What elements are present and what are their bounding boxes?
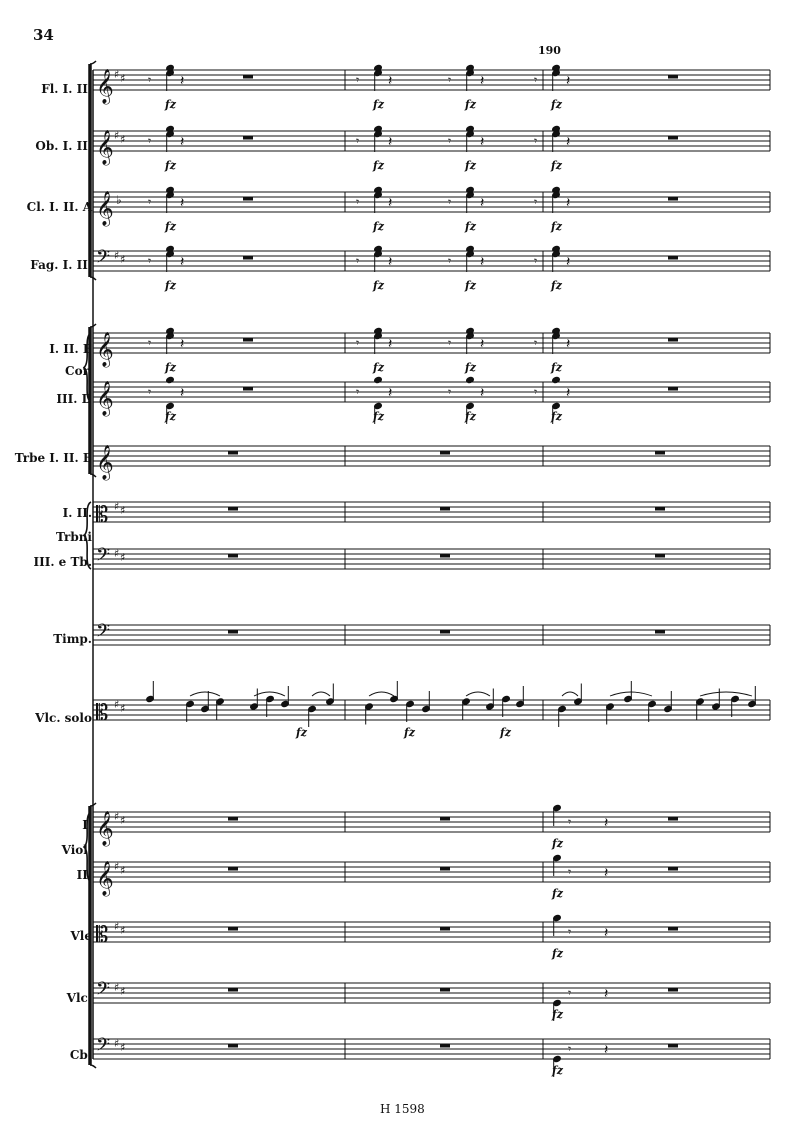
- quarter-rest-icon: 𝄽: [604, 925, 609, 941]
- plate-number: H 1598: [380, 1102, 425, 1116]
- sharp-icon: ♯: [114, 500, 120, 513]
- eighth-rest-icon: 𝄾: [148, 254, 152, 268]
- whole-rest: [655, 555, 665, 558]
- treble-clef-icon: 𝄞: [96, 811, 114, 846]
- dynamic-fz: fz: [373, 361, 384, 374]
- whole-rest: [668, 339, 678, 342]
- sharp-icon: ♯: [120, 551, 126, 564]
- label-bassoons: Fag. I. II.: [30, 258, 92, 272]
- dynamic-fz: fz: [373, 410, 384, 423]
- dynamic-fz: fz: [296, 726, 307, 739]
- label-horns-d: III. D: [56, 392, 92, 406]
- eighth-rest-icon: 𝄾: [448, 134, 452, 148]
- sharp-icon: ♯: [114, 981, 120, 994]
- treble-clef-icon: 𝄞: [96, 130, 114, 165]
- slur: [254, 692, 285, 696]
- whole-rest: [228, 508, 238, 511]
- whole-rest: [655, 631, 665, 634]
- quarter-rest-icon: 𝄽: [180, 254, 185, 270]
- chord-note: [466, 376, 475, 383]
- dynamic-fz: fz: [551, 220, 562, 233]
- bass-clef-icon: 𝄢: [96, 979, 111, 1004]
- sharp-icon: ♯: [114, 860, 120, 873]
- dynamic-fz: fz: [465, 98, 476, 111]
- whole-rest: [668, 198, 678, 201]
- label-trombones: Trbni: [55, 530, 92, 544]
- quarter-rest-icon: 𝄽: [388, 254, 393, 270]
- dynamic-fz: fz: [551, 410, 562, 423]
- dynamic-fz: fz: [165, 98, 176, 111]
- dynamic-fz: fz: [551, 98, 562, 111]
- quarter-rest-icon: 𝄽: [566, 385, 571, 401]
- label-trombones-12: I. II.: [62, 506, 92, 520]
- dynamic-fz: fz: [552, 887, 563, 900]
- treble-clef-icon: 𝄞: [96, 69, 114, 104]
- whole-rest: [243, 257, 253, 260]
- whole-rest: [243, 388, 253, 391]
- quarter-rest-icon: 𝄽: [566, 73, 571, 89]
- dynamic-fz: fz: [551, 279, 562, 292]
- dynamic-fz: fz: [465, 159, 476, 172]
- chord-note: [552, 376, 561, 383]
- quarter-rest-icon: 𝄽: [480, 254, 485, 270]
- whole-rest: [668, 928, 678, 931]
- eighth-rest-icon: 𝄾: [534, 134, 538, 148]
- sharp-icon: ♯: [120, 702, 126, 715]
- whole-rest: [668, 76, 678, 79]
- quarter-rest-icon: 𝄽: [566, 254, 571, 270]
- whole-rest: [668, 388, 678, 391]
- whole-rest: [440, 989, 450, 992]
- dynamic-fz: fz: [404, 726, 415, 739]
- sharp-icon: ♯: [120, 504, 126, 517]
- slur: [700, 692, 752, 696]
- chord-note: [166, 376, 175, 383]
- eighth-rest-icon: 𝄾: [568, 986, 572, 1000]
- eighth-rest-icon: 𝄾: [448, 336, 452, 350]
- quarter-rest-icon: 𝄽: [604, 815, 609, 831]
- dynamic-fz: fz: [551, 361, 562, 374]
- whole-rest: [668, 1045, 678, 1048]
- c-clef-icon: 𝄡: [96, 923, 109, 948]
- eighth-rest-icon: 𝄾: [148, 385, 152, 399]
- sharp-icon: ♯: [120, 1041, 126, 1054]
- treble-clef-icon: 𝄞: [96, 861, 114, 896]
- whole-rest: [228, 1045, 238, 1048]
- sharp-icon: ♯: [114, 547, 120, 560]
- quarter-rest-icon: 𝄽: [604, 865, 609, 881]
- quarter-rest-icon: 𝄽: [566, 134, 571, 150]
- dynamic-fz: fz: [165, 159, 176, 172]
- dynamic-fz: fz: [500, 726, 511, 739]
- quarter-rest-icon: 𝄽: [480, 134, 485, 150]
- label-clarinets: Cl. I. II. A: [26, 200, 92, 214]
- bass-clef-icon: 𝄢: [96, 1035, 111, 1060]
- sharp-icon: ♯: [114, 698, 120, 711]
- eighth-rest-icon: 𝄾: [448, 73, 452, 87]
- whole-rest: [228, 818, 238, 821]
- dynamic-fz: fz: [552, 1064, 563, 1077]
- quarter-rest-icon: 𝄽: [180, 134, 185, 150]
- sharp-icon: ♯: [120, 253, 126, 266]
- label-trombone3-tuba: III. e Tb.: [33, 555, 92, 569]
- dynamic-fz: fz: [552, 837, 563, 850]
- label-cello-solo: Vlc. solo: [35, 711, 92, 725]
- whole-rest: [228, 555, 238, 558]
- bracket-hook: [90, 61, 96, 64]
- slur: [369, 692, 394, 696]
- slur: [190, 692, 220, 696]
- eighth-rest-icon: 𝄾: [148, 73, 152, 87]
- whole-rest: [440, 508, 450, 511]
- eighth-rest-icon: 𝄾: [534, 73, 538, 87]
- dynamic-fz: fz: [165, 220, 176, 233]
- quarter-rest-icon: 𝄽: [180, 73, 185, 89]
- eighth-rest-icon: 𝄾: [148, 134, 152, 148]
- dynamic-fz: fz: [373, 279, 384, 292]
- sharp-icon: ♯: [120, 924, 126, 937]
- whole-rest: [655, 508, 665, 511]
- eighth-rest-icon: 𝄾: [356, 134, 360, 148]
- quarter-rest-icon: 𝄽: [180, 385, 185, 401]
- treble-clef-icon: 𝄞: [96, 191, 114, 226]
- whole-rest: [228, 868, 238, 871]
- quarter-rest-icon: 𝄽: [566, 195, 571, 211]
- whole-rest: [440, 928, 450, 931]
- measure-number: 190: [538, 44, 561, 57]
- eighth-rest-icon: 𝄾: [448, 195, 452, 209]
- whole-rest: [440, 868, 450, 871]
- slur: [312, 692, 330, 696]
- whole-rest: [440, 452, 450, 455]
- dynamic-fz: fz: [373, 98, 384, 111]
- sharp-icon: ♯: [120, 864, 126, 877]
- dynamic-fz: fz: [165, 279, 176, 292]
- treble-clef-icon: 𝄞: [96, 445, 114, 480]
- label-violas: Vle: [70, 929, 92, 943]
- whole-rest: [243, 339, 253, 342]
- eighth-rest-icon: 𝄾: [568, 865, 572, 879]
- dynamic-fz: fz: [465, 279, 476, 292]
- eighth-rest-icon: 𝄾: [534, 254, 538, 268]
- eighth-rest-icon: 𝄾: [148, 195, 152, 209]
- quarter-rest-icon: 𝄽: [388, 73, 393, 89]
- whole-rest: [440, 1045, 450, 1048]
- sharp-icon: ♯: [120, 133, 126, 146]
- quarter-rest-icon: 𝄽: [480, 195, 485, 211]
- slur: [466, 692, 490, 696]
- whole-rest: [440, 555, 450, 558]
- quarter-rest-icon: 𝄽: [388, 195, 393, 211]
- sharp-icon: ♯: [114, 68, 120, 81]
- flat-icon: ♭: [116, 193, 122, 207]
- quarter-rest-icon: 𝄽: [180, 195, 185, 211]
- whole-rest: [668, 137, 678, 140]
- dynamic-fz: fz: [551, 159, 562, 172]
- dynamic-fz: fz: [465, 410, 476, 423]
- whole-rest: [228, 928, 238, 931]
- label-violin-2: II.: [76, 868, 92, 882]
- sharp-icon: ♯: [114, 129, 120, 142]
- dynamic-fz: fz: [552, 1008, 563, 1021]
- dynamic-fz: fz: [552, 947, 563, 960]
- label-flutes: Fl. I. II.: [41, 82, 92, 96]
- whole-rest: [243, 198, 253, 201]
- label-violins: Viol.: [61, 843, 92, 857]
- eighth-rest-icon: 𝄾: [568, 925, 572, 939]
- eighth-rest-icon: 𝄾: [568, 1042, 572, 1056]
- dynamic-fz: fz: [465, 220, 476, 233]
- sharp-icon: ♯: [114, 1037, 120, 1050]
- whole-rest: [243, 137, 253, 140]
- eighth-rest-icon: 𝄾: [356, 254, 360, 268]
- label-horns: Cor.: [65, 364, 92, 378]
- dynamic-fz: fz: [373, 159, 384, 172]
- page-number: 34: [33, 26, 54, 44]
- whole-rest: [228, 989, 238, 992]
- whole-rest: [440, 818, 450, 821]
- whole-rest: [440, 631, 450, 634]
- c-clef-icon: 𝄡: [96, 503, 109, 528]
- bass-clef-icon: 𝄢: [96, 545, 111, 570]
- quarter-rest-icon: 𝄽: [604, 986, 609, 1002]
- eighth-rest-icon: 𝄾: [534, 195, 538, 209]
- eighth-rest-icon: 𝄾: [356, 385, 360, 399]
- sharp-icon: ♯: [120, 72, 126, 85]
- label-cellos: Vlc.: [66, 991, 92, 1005]
- sharp-icon: ♯: [114, 810, 120, 823]
- slur: [562, 692, 578, 696]
- bass-clef-icon: 𝄢: [96, 621, 111, 646]
- sharp-icon: ♯: [120, 814, 126, 827]
- quarter-rest-icon: 𝄽: [388, 134, 393, 150]
- dynamic-fz: fz: [165, 410, 176, 423]
- eighth-rest-icon: 𝄾: [356, 195, 360, 209]
- whole-rest: [655, 452, 665, 455]
- eighth-rest-icon: 𝄾: [148, 336, 152, 350]
- c-clef-icon: 𝄡: [96, 701, 109, 726]
- quarter-rest-icon: 𝄽: [566, 336, 571, 352]
- sharp-icon: ♯: [114, 249, 120, 262]
- label-violin-1: I.: [82, 818, 92, 832]
- chord-note: [374, 376, 383, 383]
- bass-clef-icon: 𝄢: [96, 247, 111, 272]
- whole-rest: [243, 76, 253, 79]
- quarter-rest-icon: 𝄽: [388, 385, 393, 401]
- label-trumpets: Trbe I. II. E: [14, 451, 92, 465]
- dynamic-fz: fz: [165, 361, 176, 374]
- label-horns-e: I. II. E: [49, 342, 92, 356]
- quarter-rest-icon: 𝄽: [480, 73, 485, 89]
- eighth-rest-icon: 𝄾: [356, 73, 360, 87]
- eighth-rest-icon: 𝄾: [448, 254, 452, 268]
- treble-clef-icon: 𝄞: [96, 332, 114, 367]
- eighth-rest-icon: 𝄾: [534, 336, 538, 350]
- label-basses: Cb.: [69, 1048, 92, 1062]
- whole-rest: [668, 257, 678, 260]
- eighth-rest-icon: 𝄾: [534, 385, 538, 399]
- whole-rest: [228, 631, 238, 634]
- quarter-rest-icon: 𝄽: [480, 385, 485, 401]
- whole-rest: [668, 818, 678, 821]
- eighth-rest-icon: 𝄾: [356, 336, 360, 350]
- dynamic-fz: fz: [465, 361, 476, 374]
- dynamic-fz: fz: [373, 220, 384, 233]
- quarter-rest-icon: 𝄽: [480, 336, 485, 352]
- treble-clef-icon: 𝄞: [96, 381, 114, 416]
- whole-rest: [228, 452, 238, 455]
- quarter-rest-icon: 𝄽: [604, 1042, 609, 1058]
- quarter-rest-icon: 𝄽: [180, 336, 185, 352]
- whole-rest: [668, 989, 678, 992]
- whole-rest: [668, 868, 678, 871]
- bracket-hook: [90, 1065, 96, 1068]
- quarter-rest-icon: 𝄽: [388, 336, 393, 352]
- sharp-icon: ♯: [114, 920, 120, 933]
- label-oboes: Ob. I. II.: [35, 139, 92, 153]
- sharp-icon: ♯: [120, 985, 126, 998]
- eighth-rest-icon: 𝄾: [568, 815, 572, 829]
- label-timpani: Timp.: [53, 632, 92, 646]
- eighth-rest-icon: 𝄾: [448, 385, 452, 399]
